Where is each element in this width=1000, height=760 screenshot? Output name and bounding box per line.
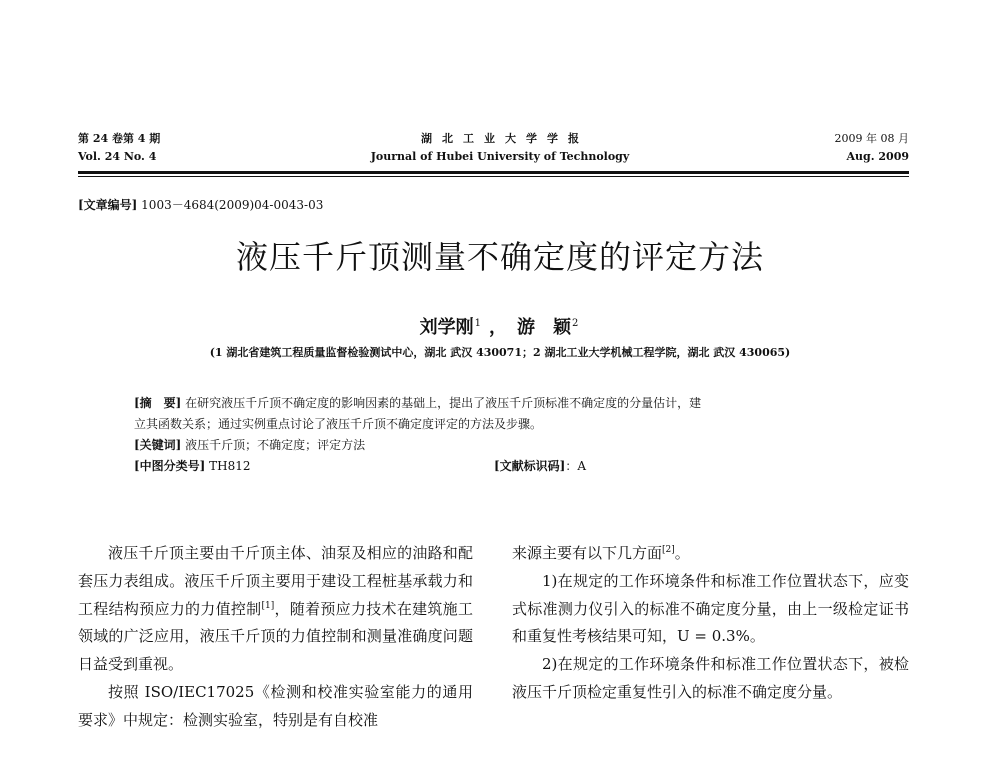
keywords-label: [关键词] [134, 438, 182, 452]
date-en: Aug. 2009 [846, 150, 909, 163]
author-name: 游 颖 [517, 317, 571, 338]
journal-volume [78, 130, 338, 166]
paragraph-text: 按照 ISO/IEC17025《检测和校准实验室能力的通用要求》中规定：检测实验室，特别是有自校准 [78, 682, 473, 729]
article-number-value: 1003－4684(2009)04-0043-03 [137, 198, 324, 212]
abstract-block [134, 393, 864, 477]
document-code-value: ：A [565, 459, 587, 473]
author-separator: ， [489, 317, 507, 338]
header-rule-thin [78, 176, 909, 177]
paragraph-text: 。 [674, 544, 690, 562]
paper-title: 液压千斤顶测量不确定度的评定方法 [235, 238, 764, 276]
journal-name-cn: 湖北工业大学学报 [421, 132, 589, 145]
body-paragraph [512, 540, 909, 568]
abstract-line [134, 414, 864, 435]
document-code [494, 456, 586, 477]
journal-date [649, 130, 909, 166]
paragraph-text: 来源主要有以下几方面 [512, 544, 663, 562]
authors [0, 311, 1000, 341]
citation-mark: [2] [662, 545, 675, 555]
body-paragraph [78, 679, 473, 735]
body-column-right [512, 540, 909, 707]
abstract-label: [摘 要] [134, 396, 182, 410]
author-affiliation-mark: 2 [572, 318, 579, 329]
author-affiliation-mark: 1 [474, 318, 481, 329]
classification-label: [中图分类号] [134, 459, 206, 473]
paragraph-text: 1)在规定的工作环境条件和标准工作位置状态下，应变式标准测力仪引入的标准不确定度分量，由上一级检定证书和重复性考核结果可知，U = 0.3%。 [512, 571, 909, 646]
volume-cn: 第 24 卷第 4 期 [78, 132, 161, 145]
classification-value: TH812 [205, 459, 251, 473]
body-paragraph [78, 540, 473, 679]
header-rule-thick [78, 171, 909, 174]
article-number-label: [文章编号] [78, 198, 138, 212]
body-paragraph [512, 651, 909, 707]
keywords-value: 液压千斤顶；不确定度；评定方法 [181, 438, 366, 452]
date-cn: 2009 年 08 月 [834, 132, 909, 145]
volume-en: Vol. 24 No. 4 [78, 150, 157, 163]
paragraph-text: 液压千斤顶主要由千斤顶主体、油泵及相应的油路和配套压力表组成。液压千斤顶主要用于建设工程桩基承载力和工程结构预应力的力值控制 [78, 544, 473, 618]
body-paragraph [512, 568, 909, 651]
abstract-text-2: 立其函数关系；通过实例重点讨论了液压千斤顶不确定度评定的方法及步骤。 [134, 417, 543, 431]
journal-name-en: Journal of Hubei University of Technology [370, 150, 630, 163]
classification [134, 456, 251, 477]
journal-name [340, 130, 660, 166]
author-name: 刘学刚 [419, 317, 474, 338]
body-column-left [78, 540, 473, 735]
classification-row [134, 456, 864, 477]
affiliations: (1 湖北省建筑工程质量监督检验测试中心，湖北 武汉 430071；2 湖北工业大学机械工程学院，湖北 武汉 430065) [209, 346, 791, 359]
citation-mark: [1] [261, 600, 275, 611]
document-code-label: [文献标识码] [494, 459, 566, 473]
paragraph-text: ，随着预应力技术在建筑施工领域的广泛应用，液压千斤顶的力值控制和测量准确度问题日益受到重视。 [78, 599, 473, 674]
keywords-line [134, 435, 864, 456]
abstract-line [134, 393, 864, 414]
paragraph-text: 2)在规定的工作环境条件和标准工作位置状态下，被检液压千斤顶检定重复性引入的标准不确定度分量。 [512, 655, 909, 701]
article-number [78, 196, 323, 213]
abstract-text-1: 在研究液压千斤顶不确定度的影响因素的基础上，提出了液压千斤顶标准不确定度的分量估计，建 [181, 396, 702, 410]
